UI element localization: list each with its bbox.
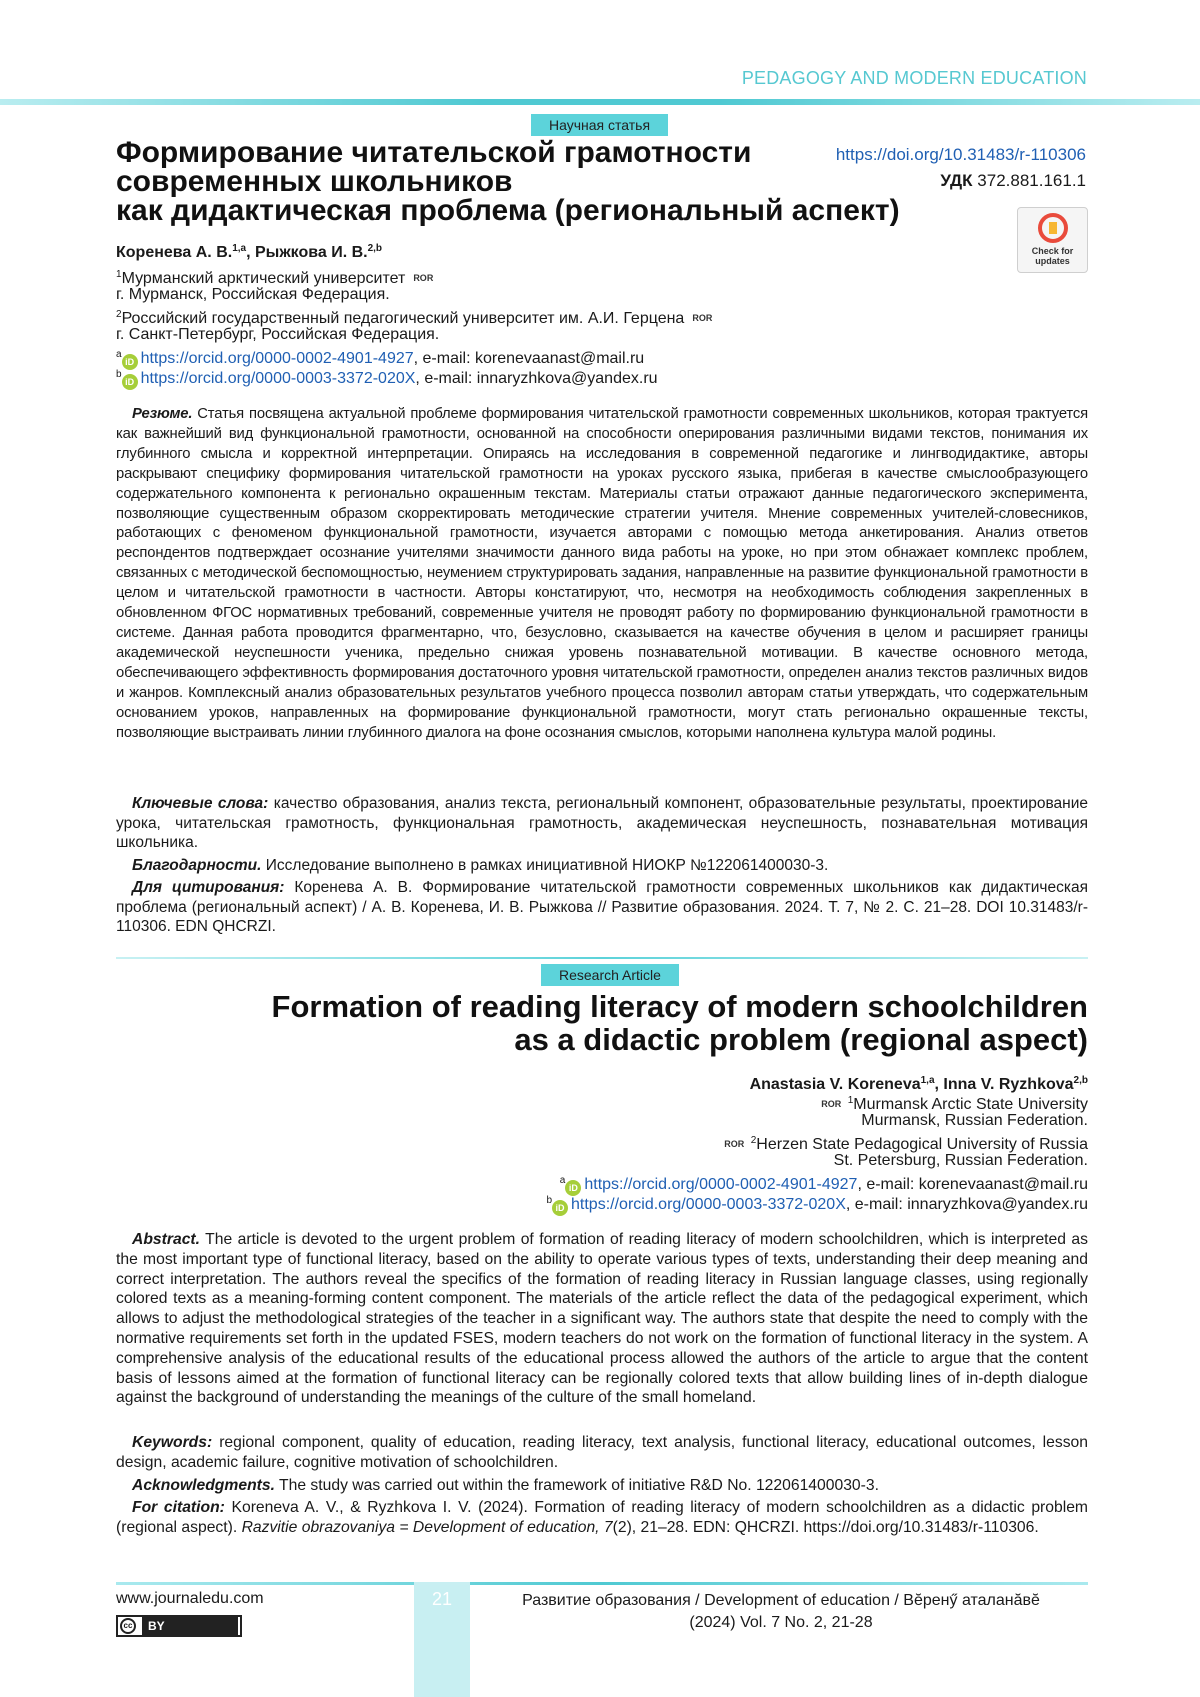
orcid-link-a[interactable]: https://orcid.org/0000-0002-4901-4927	[141, 350, 414, 367]
abstract-ru-label: Резюме.	[132, 406, 192, 422]
orcid-link-a-en[interactable]: https://orcid.org/0000-0002-4901-4927	[584, 1176, 857, 1193]
abstract-en: Abstract. The article is devoted to the urgent problem of formation of reading literacy of modern schoolchildren, which is interpreted as the most important type of functional literacy, based on the ability to operate various types of texts, understanding their deep meaning and correct interpretation. The authors reveal the specifics of the formation of reading literacy in Russian language classes, using regionally colored texts as a meaning-forming content component. The materials of the article reflect the data of the pedagogical experiment, which allows to adjust the methodological strategies of the teacher in a significant way. The authors state that despite the need to comply with the normative requirements set forth in the updated FSES, modern teachers do not work on the formation of functional literacy in the system. A comprehensive analysis of the educational results of the educational process allowed the authors of the article to argue that the content basis of lessons aimed at the formation of functional literacy can be regionally colored texts that allow building lines of in-depth dialogue against the background of understanding the meanings of the culture of the small homeland.	[116, 1230, 1088, 1408]
affiliation-2-ru: 2Российский государственный педагогический университет им. А.И. Герцена ROR	[116, 305, 714, 329]
orcid-line-a-ru: aiD https://orcid.org/0000-0002-4901-4927, e-mail: korenevaanast@mail.ru	[116, 345, 644, 370]
article-type-tag-en: Research Article	[541, 964, 679, 986]
affiliation-2-city-ru: г. Санкт-Петербург, Российская Федерация.	[116, 325, 439, 345]
crossmark-icon	[1038, 213, 1068, 243]
orcid-link-b-en[interactable]: https://orcid.org/0000-0003-3372-020X	[571, 1196, 846, 1213]
page-number: 21	[414, 1589, 470, 1610]
orcid-line-b-en: biD https://orcid.org/0000-0003-3372-020X, e-mail: innaryzhkova@yandex.ru	[546, 1191, 1088, 1216]
journal-title: PEDAGOGY AND MODERN EDUCATION	[742, 68, 1087, 89]
udk	[940, 171, 1086, 191]
ror-icon: ROR	[819, 1094, 843, 1114]
ror-icon: ROR	[722, 1134, 746, 1154]
cc-by-license[interactable]	[116, 1615, 242, 1637]
udk-value: 372.881.161.1	[977, 171, 1086, 190]
citation-ru: Для цитирования: Коренева А. В. Формирование читательской грамотности современных школьников как дидактическая проблема (региональный аспект) / А. В. Коренева, И. В. Рыжкова // Развитие образования. 2024. Т. 7, № 2. С. 21–28. DOI 10.31483/r-110306. EDN QHCRZI.	[116, 878, 1088, 937]
authors-ru: Коренева А. В.1,a, Рыжкова И. В.2,b	[116, 243, 382, 262]
section-divider	[116, 957, 1088, 959]
footer-journal-info: Развитие образования / Development of education / Вĕренӳ аталанăвĕ (2024) Vol. 7 No. 2, 21-28	[486, 1590, 1076, 1634]
article-type-tag-ru: Научная статья	[531, 114, 668, 136]
orcid-icon: iD	[565, 1180, 581, 1196]
orcid-icon: iD	[122, 374, 138, 390]
acknowledgments-en: Acknowledgments. The study was carried out within the framework of initiative R&D No. 122061400030-3.	[116, 1476, 1088, 1496]
orcid-line-b-ru: biD https://orcid.org/0000-0003-3372-020X, e-mail: innaryzhkova@yandex.ru	[116, 365, 658, 390]
ror-icon: ROR	[690, 308, 714, 328]
header-rule	[0, 99, 1200, 105]
title-en-line2: as a didactic problem (regional aspect)	[188, 1023, 1088, 1056]
check-for-updates-badge[interactable]	[1017, 207, 1088, 273]
title-ru-line3: как дидактическая проблема (региональный аспект)	[116, 196, 806, 225]
cc-by-label: BY	[142, 1617, 238, 1635]
udk-label: УДК	[940, 171, 972, 190]
authors-en: Anastasia V. Koreneva1,a, Inna V. Ryzhkova2,b	[750, 1071, 1088, 1095]
orcid-icon: iD	[552, 1200, 568, 1216]
check-for-updates-label: Check for updates	[1018, 246, 1087, 266]
acknowledgments-ru: Благодарности. Исследование выполнено в рамках инициативной НИОКР №122061400030-3.	[116, 856, 1088, 876]
keywords-en: Keywords: regional component, quality of education, reading literacy, text analysis, functional literacy, educational outcomes, lesson design, academic failure, cognitive motivation of schoolchildren.	[116, 1433, 1088, 1472]
orcid-icon: iD	[122, 354, 138, 370]
orcid-line-a-en: aiD https://orcid.org/0000-0002-4901-4927, e-mail: korenevaanast@mail.ru	[560, 1171, 1088, 1196]
doi-link[interactable]: https://doi.org/10.31483/r-110306	[836, 145, 1086, 165]
citation-en: For citation: Koreneva A. V., & Ryzhkova I. V. (2024). Formation of reading literacy of modern schoolchildren as a didactic problem (regional aspect). Razvitie obrazovaniya = Development of education, 7(2), 21–28. EDN: QHCRZI. https://doi.org/10.31483/r-110306.	[116, 1498, 1088, 1537]
affiliation-1-ru: 1Мурманский арктический университет ROR	[116, 265, 435, 289]
affiliation-1-en: ROR 1Murmansk Arctic State University	[813, 1091, 1088, 1115]
article-title-en	[188, 990, 1088, 1056]
article-title-ru	[116, 138, 806, 225]
title-en-line1: Formation of reading literacy of modern schoolchildren	[188, 990, 1088, 1023]
cc-icon: cc	[120, 1618, 136, 1634]
affiliation-1-city-en: Murmansk, Russian Federation.	[861, 1111, 1088, 1131]
ror-icon: ROR	[411, 268, 435, 288]
affiliation-2-city-en: St. Petersburg, Russian Federation.	[834, 1151, 1088, 1171]
affiliation-1-city-ru: г. Мурманск, Российская Федерация.	[116, 285, 390, 305]
keywords-ru: Ключевые слова: качество образования, анализ текста, региональный компонент, образовательные результаты, проектирование урока, читательская грамотность, функциональная грамотность, академическая неуспешность, познавательная мотивация школьника.	[116, 794, 1088, 853]
citation-doi-link[interactable]: https://doi.org/10.31483/r-110306.	[804, 1519, 1039, 1536]
title-ru-line2: современных школьников	[116, 167, 806, 196]
abstract-ru	[116, 405, 1088, 743]
journal-url[interactable]: www.journaledu.com	[116, 1590, 264, 1608]
abstract-ru-text: Статья посвящена актуальной проблеме формирования читательской грамотности современных школьников, которая трактуется как важнейший вид функциональной грамотности, основанной на способности оперирования различными видами текстов, понимания их глубинного смысла и корректной интерпретации. Опираясь на исследования в современной педагогике и лингводидактике, авторы раскрывают специфику формирования читательской грамотности на уроках русского языка, прибегая в качестве смыслообразующего содержательного компонента к регионально окрашенным текстам. Материалы статьи отражают данные педагогического эксперимента, позволяющие существенным образом скорректировать методические стратегии учителя. Мнение современных учителей-словесников, работающих с феноменом функциональной грамотности, изучается авторами с помощью метода анкетирования. Анализ ответов респондентов подтверждает осознание учителями значимости данного вида работы на уроке, но при этом обнажает комплекс проблем, связанных с методической беспомощностью, неумением структурировать задания, направленные на развитие функциональной грамотности в целом и читательской грамотности в частности. Авторы констатируют, что, несмотря на необходимость соблюдения закрепленных в обновленном ФГОС нормативных требований, современные учителя не проводят работу по формированию функциональной грамотности в системе. Данная работа проводится фрагментарно, что, безусловно, сказывается на качестве обучения в целом и расширяет границы академической неуспешности ученика, предельно снижая уровень познавательной мотивации. В качестве основного метода, обеспечивающего эффективность формирования достаточного уровня читательской грамотности, определен анализ текстов различных видов и жанров. Комплексный анализ образовательных результатов учебного процесса позволил авторам статьи утверждать, что содержательным основанием уроков, направленных на формирование функциональной грамотности, могут стать регионально окрашенные тексты, позволяющие выстраивать линии глубинного диалога на фоне осознания смыслов, которыми наполнена культура малой родины.	[116, 406, 1088, 741]
footer-rule	[116, 1582, 1088, 1585]
affiliation-2-en: ROR 2Herzen State Pedagogical University of Russia	[716, 1131, 1088, 1155]
title-ru-line1: Формирование читательской грамотности	[116, 138, 806, 167]
orcid-link-b[interactable]: https://orcid.org/0000-0003-3372-020X	[141, 370, 416, 387]
